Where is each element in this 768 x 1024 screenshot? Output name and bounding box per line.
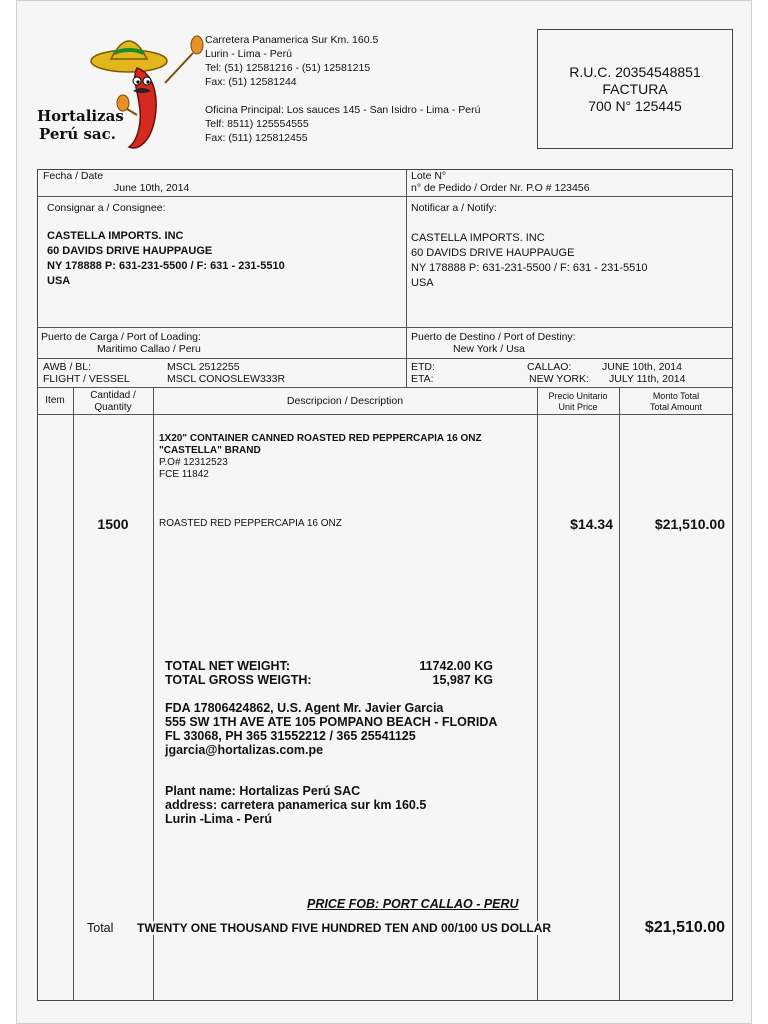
port-destiny-value: New York / Usa (453, 343, 525, 355)
plant-line: Plant name: Hortalizas Perú SAC (165, 784, 361, 798)
consignee-label: Consignar a / Consignee: (47, 202, 166, 214)
total-label: Total (87, 921, 114, 935)
net-weight-label: TOTAL NET WEIGHT: (165, 659, 290, 673)
notify-line: CASTELLA IMPORTS. INC (411, 232, 545, 244)
weights-values (393, 659, 493, 687)
invoice-title: FACTURA (602, 81, 668, 97)
fda-agent-block (165, 701, 497, 757)
office-line: Telf: 8511) 125554555 (205, 118, 309, 130)
consignee-address (47, 229, 285, 289)
desc-line: 1X20" CONTAINER CANNED ROASTED RED PEPPERCAPIA 16 ONZ (159, 433, 482, 444)
address-line: Tel: (51) 12581216 - (51) 12581215 (205, 62, 371, 74)
grand-total: $21,510.00 (644, 919, 725, 936)
fda-line: 555 SW 1TH AVE ATE 105 POMPANO BEACH - FLORIDA (165, 715, 498, 729)
gross-weight-value: 15,987 KG (432, 673, 493, 687)
notify-line: USA (411, 277, 434, 289)
header-divider (406, 169, 407, 387)
divider (37, 414, 733, 415)
eta-place: NEW YORK: (529, 373, 589, 385)
address-line: Lurin - Lima - Perú (205, 48, 292, 60)
total-in-words: TWENTY ONE THOUSAND FIVE HUNDRED TEN AND 00/100 US DOLLAR (137, 921, 552, 935)
port-loading-value: Maritimo Callao / Peru (97, 343, 201, 355)
column-divider (73, 387, 74, 1001)
row-quantity: 1500 (97, 516, 129, 532)
notify-label: Notificar a / Notify: (411, 202, 497, 214)
row-unit-price: $14.34 (570, 516, 613, 532)
divider (37, 358, 733, 359)
price-fob: PRICE FOB: PORT CALLAO - PERU (307, 897, 519, 911)
invoice-form-frame (37, 169, 733, 1001)
column-divider (537, 387, 538, 1001)
awb-value: MSCL 2512255 (167, 361, 240, 373)
header-item: Item (45, 395, 65, 406)
office-line: Fax: (511) 125812455 (205, 132, 308, 144)
header-qty-2: Quantity (94, 402, 132, 413)
ruc-invoice-box (537, 29, 733, 149)
consignee-line: USA (47, 275, 71, 287)
company-name-line2: Perú sac. (39, 125, 116, 143)
divider (37, 196, 733, 197)
notify-address (411, 231, 647, 291)
desc-line: P.O# 12312523 (159, 457, 228, 468)
fda-line: FL 33068, PH 365 31552212 / 365 25541125 (165, 729, 416, 743)
port-destiny-label: Puerto de Destino / Port of Destiny: (411, 331, 576, 343)
plant-line: Lurin -Lima - Perú (165, 812, 272, 826)
header-description: Descripcion / Description (286, 395, 404, 407)
office-line: Oficina Principal: Los sauces 145 - San Isidro - Lima - Perú (205, 104, 481, 116)
fda-email: jgarcia@hortalizas.com.pe (165, 743, 324, 757)
flight-value: MSCL CONOSLEW333R (167, 373, 286, 385)
consignee-line: NY 178888 P: 631-231-5500 / F: 631 - 231-5510 (47, 260, 285, 272)
address-line: Fax: (51) 12581244 (205, 76, 297, 88)
header-total-2: Total Amount (649, 402, 703, 412)
invoice-number: 700 N° 125445 (588, 98, 682, 114)
invoice-page (16, 0, 752, 1024)
awb-label: AWB / BL: (43, 361, 92, 373)
net-weight-value: 11742.00 KG (419, 659, 493, 673)
port-loading-label: Puerto de Carga / Port of Loading: (41, 331, 201, 343)
gross-weight-label: TOTAL GROSS WEIGTH: (165, 673, 312, 687)
order-number: n° de Pedido / Order Nr. P.O # 123456 (411, 182, 590, 194)
plant-block (165, 784, 426, 826)
etd-label: ETD: (411, 361, 435, 373)
etd-date: JUNE 10th, 2014 (602, 361, 682, 373)
divider (37, 327, 733, 328)
date-value: June 10th, 2014 (114, 182, 190, 194)
desc-line: "CASTELLA" BRAND (159, 445, 261, 456)
eta-label: ETA: (411, 373, 434, 385)
company-address (205, 33, 378, 89)
column-divider (619, 387, 620, 1001)
address-line: Carretera Panamerica Sur Km. 160.5 (205, 34, 379, 46)
header-total-1: Monto Total (652, 391, 700, 401)
divider (37, 387, 733, 388)
desc-line: FCE 11842 (159, 469, 209, 480)
fda-line: FDA 17806424862, U.S. Agent Mr. Javier Garcia (165, 701, 444, 715)
notify-line: 60 DAVIDS DRIVE HAUPPAUGE (411, 247, 575, 259)
row-total: $21,510.00 (654, 516, 725, 532)
date-label: Fecha / Date (43, 170, 104, 182)
header-price-1: Precio Unitario (548, 391, 608, 401)
company-office (205, 103, 480, 145)
ruc-number: R.U.C. 20354548851 (569, 64, 701, 80)
lot-label: Lote N° (411, 170, 447, 182)
eta-date: JULY 11th, 2014 (609, 373, 686, 385)
plant-line: address: carretera panamerica sur km 160.5 (165, 798, 427, 812)
flight-label: FLIGHT / VESSEL (43, 373, 130, 385)
product-description-block (159, 433, 482, 481)
notify-line: NY 178888 P: 631-231-5500 / F: 631 - 231-5510 (411, 262, 648, 274)
header-qty-1: Cantidad / (90, 390, 136, 401)
etd-place: CALLAO: (527, 361, 572, 373)
weights-labels (165, 659, 312, 687)
column-divider (153, 387, 154, 1001)
header-price-2: Unit Price (558, 402, 598, 412)
consignee-line: CASTELLA IMPORTS. INC (47, 230, 184, 242)
row-description: ROASTED RED PEPPERCAPIA 16 ONZ (159, 518, 342, 529)
consignee-line: 60 DAVIDS DRIVE HAUPPAUGE (47, 245, 213, 257)
company-name-line1: Hortalizas (37, 107, 124, 125)
